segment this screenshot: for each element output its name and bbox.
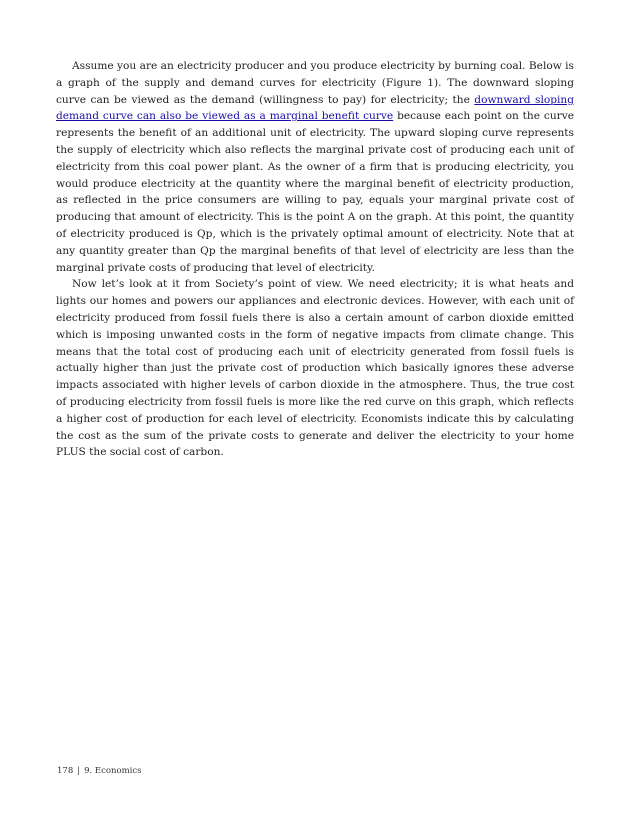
paragraph-1 xyxy=(56,58,574,276)
body-text xyxy=(56,58,574,461)
page-footer xyxy=(57,766,142,776)
paragraph-1-text-before-link: Assume you are an electricity producer and you produce electricity by burning coal. Below is a graph of the supply and demand curves for electricity (Figure 1). The downward sloping curve can be viewed as the demand (willingness to pay) for electricity; the xyxy=(56,60,574,106)
paragraph-2: Now let’s look at it from Society’s point of view. We need electricity; it is what heats and lights our homes and powers our appliances and electronic devices. However, with each unit of electricity produced from fossil fuels there is also a certain amount of carbon dioxide emitted which is imposing unwanted costs in the form of negative impacts from climate change. This means that the total cost of producing each unit of electricity generated from fossil fuels is actually higher than just the private cost of production which basically ignores these adverse impacts associated with higher levels of carbon dioxide in the atmosphere. Thus, the true cost of producing electricity from fossil fuels is more like the red curve on this graph, which reflects a higher cost of production for each level of electricity. Economists indicate this by calculating the cost as the sum of the private costs to generate and deliver the electricity to your home PLUS the social cost of carbon. xyxy=(56,278,574,459)
footer-separator: | xyxy=(77,766,81,776)
page-number: 178 xyxy=(57,766,74,776)
section-name: 9. Economics xyxy=(84,766,142,776)
paragraph-1-text-after-link: because each point on the curve represents the benefit of an additional unit of electricity. The upward sloping curve represents the supply of electricity which also reflects the marginal private cost of producing each unit of electricity from this coal power plant. As the owner of a firm that is producing electricity, you would produce electricity at the quantity where the marginal benefit of electricity production, as reflected in the price consumers are willing to pay, equals your marginal private cost of producing that amount of electricity. This is the point A on the graph. At this point, the quantity of electricity produced is Qp, which is the privately optimal amount of electricity. Note that at any quantity greater than Qp the marginal benefits of that level of electricity are less than the marginal private costs of producing that level of electricity. xyxy=(56,110,574,274)
marginal-benefit-curve-link[interactable]: downward sloping demand curve can also be viewed as a marginal benefit curve xyxy=(56,93,574,123)
